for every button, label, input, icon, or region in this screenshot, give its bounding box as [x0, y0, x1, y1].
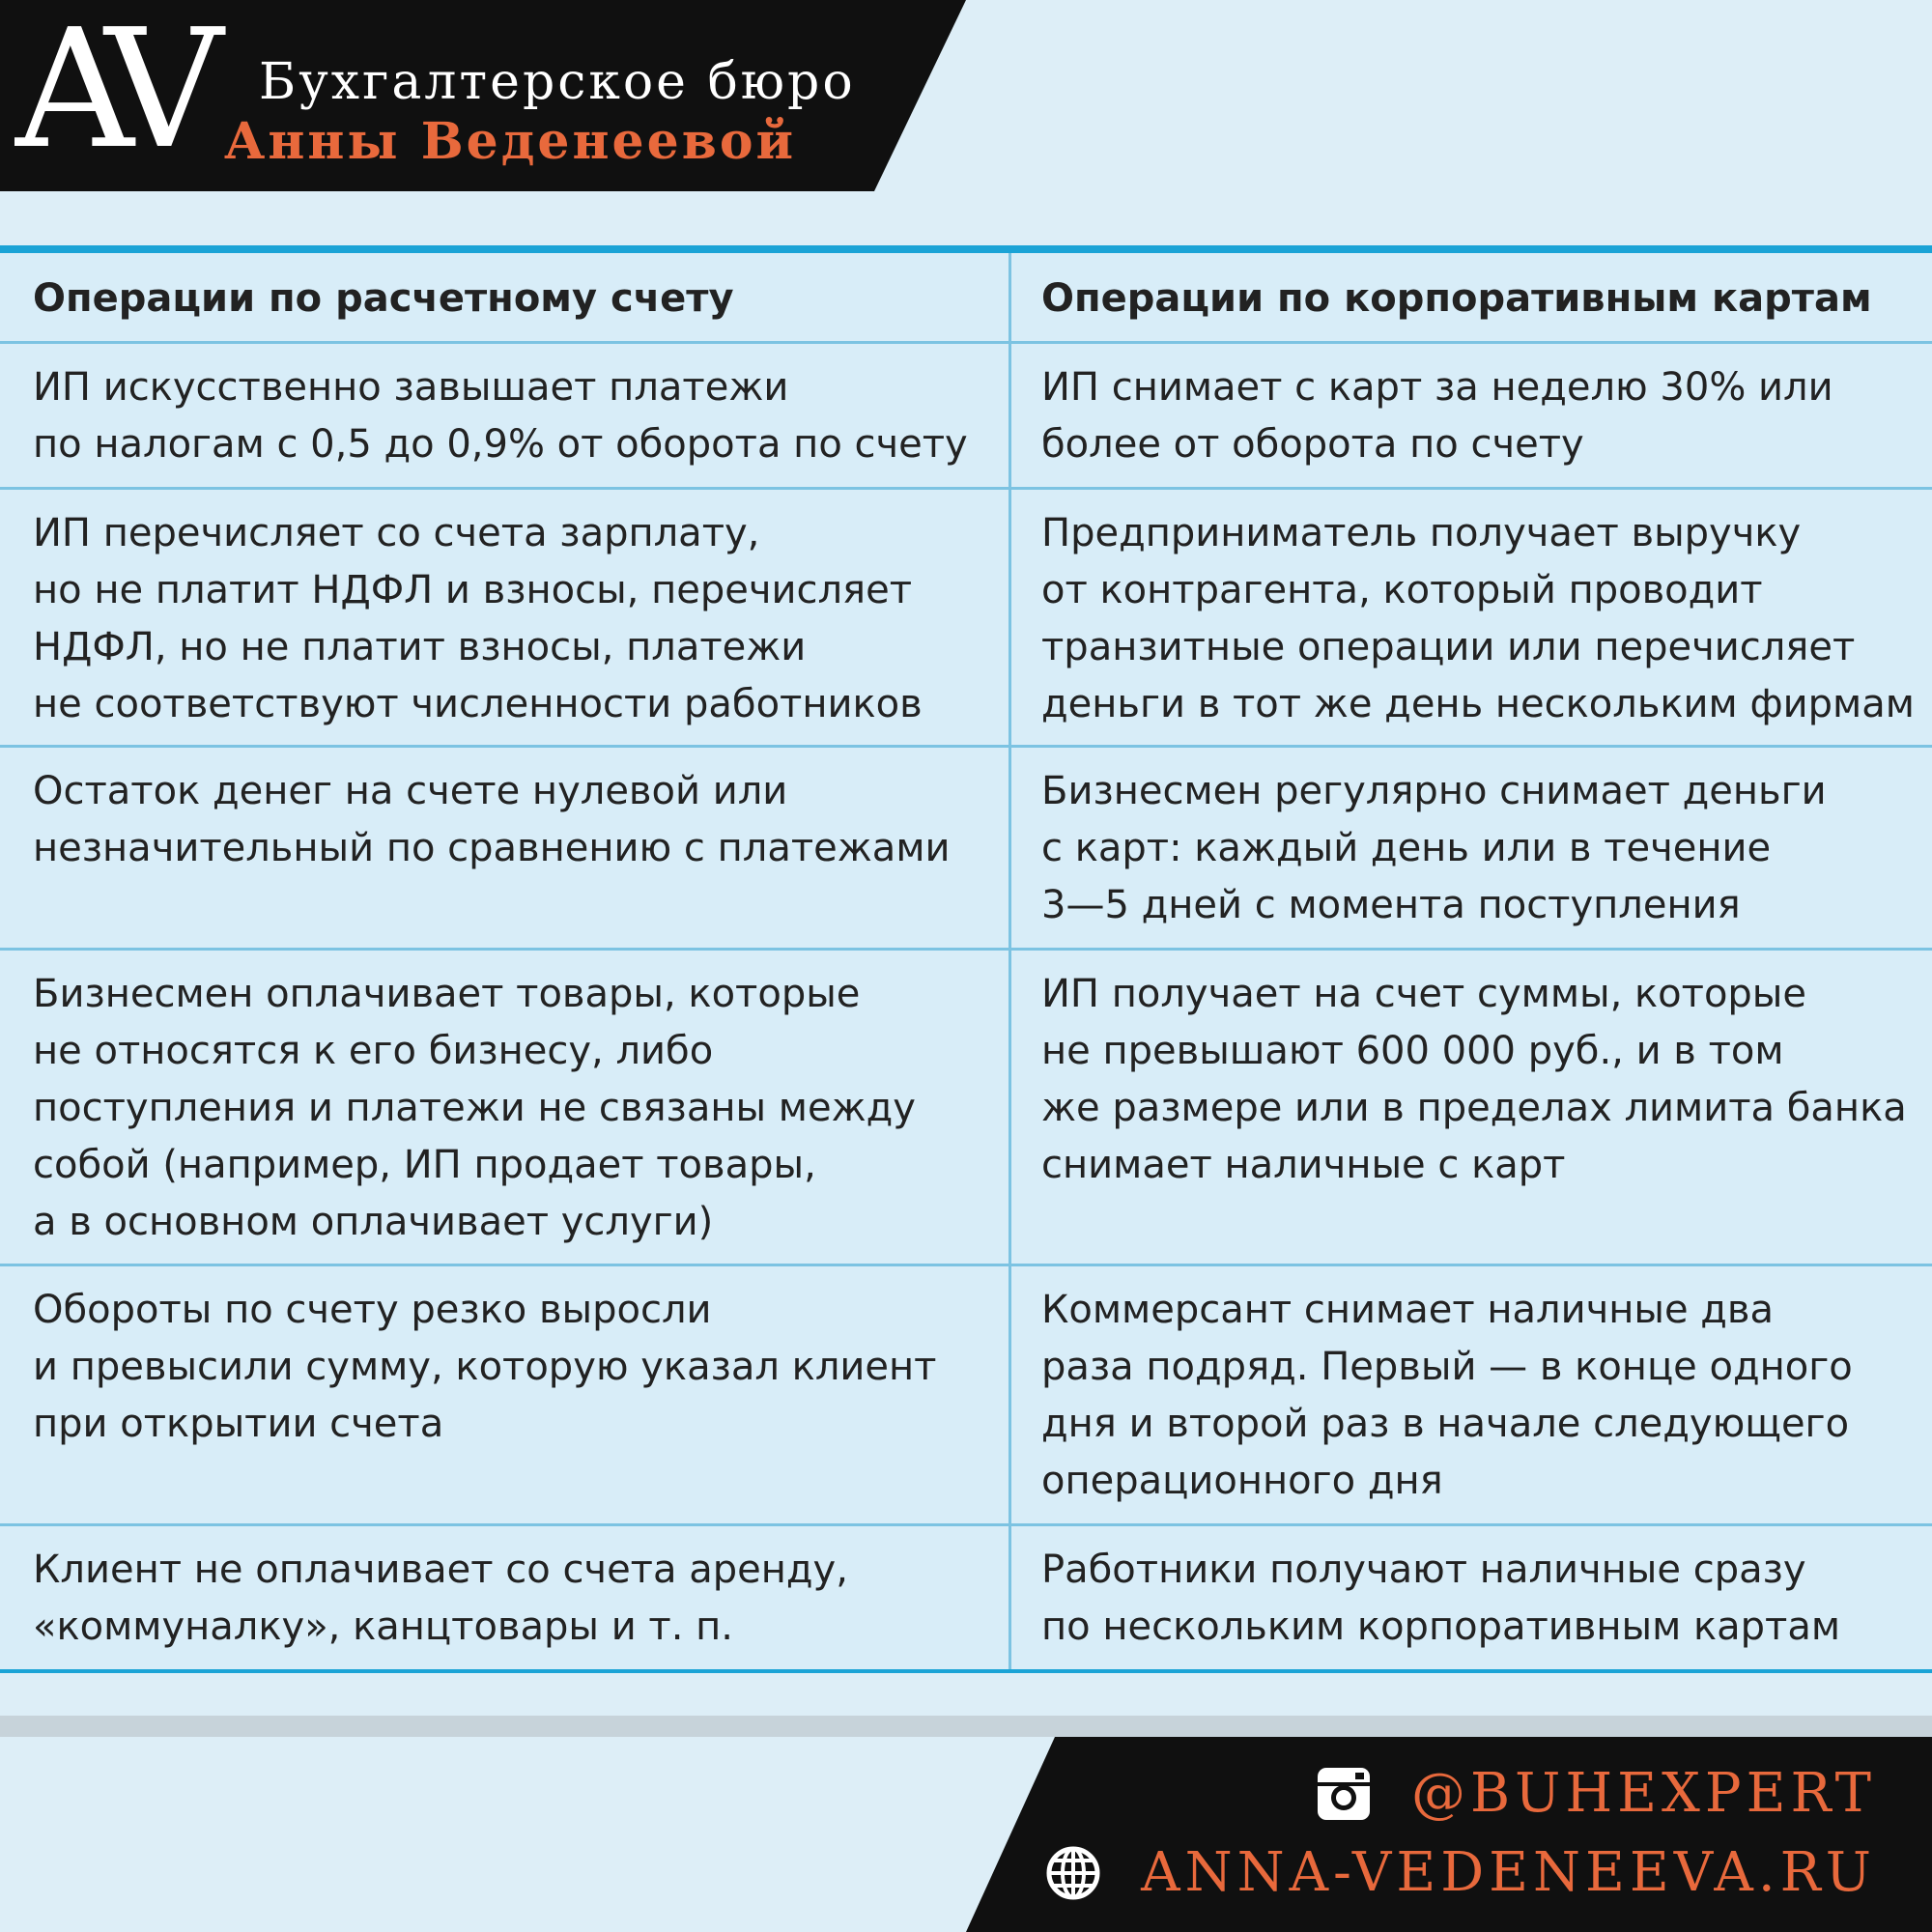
table-row: [0, 1526, 1932, 1669]
header-cards: Операции по корпоративным картам: [1041, 276, 1872, 321]
table-row: [0, 748, 1932, 951]
cell-cards: Предприниматель получает выручку от контрагента, который проводит транзитные операции или перечисляет деньги в тот же день нескольким фирмам: [1041, 511, 1915, 726]
table-row: [0, 490, 1932, 748]
cell-cards: ИП снимает с карт за неделю 30% или более от оборота по счету: [1041, 365, 1833, 467]
instagram-handle: @BUHEXPERT: [1410, 1762, 1876, 1825]
table-row: [0, 951, 1932, 1266]
logo-monogram: AV: [15, 0, 203, 185]
table-row: [0, 344, 1932, 490]
divider-strip: [0, 1716, 1932, 1737]
cell-accounts: Остаток денег на счете нулевой или незначительный по сравнению с платежами: [33, 769, 951, 870]
table-row: [0, 1266, 1932, 1526]
cell-accounts: ИП перечисляет со счета зарплату, но не платит НДФЛ и взносы, перечисляет НДФЛ, но не платит взносы, платежи не соответствуют численности работников: [33, 511, 923, 726]
website-link[interactable]: [1044, 1839, 1876, 1907]
header-accounts: Операции по расчетному счету: [33, 276, 734, 321]
cell-cards: Работники получают наличные сразу по нескольким корпоративным картам: [1041, 1548, 1841, 1649]
table-header-row: [0, 253, 1932, 344]
cell-accounts: ИП искусственно завышает платежи по налогам с 0,5 до 0,9% от оборота по счету: [33, 365, 968, 467]
brand-name-line1: Бухгалтерское бюро: [259, 53, 856, 111]
brand-name-line2: Анны Веденеевой: [224, 112, 797, 171]
globe-icon: [1044, 1844, 1102, 1902]
cell-cards: Коммерсант снимает наличные два раза подряд. Первый — в конце одного дня и второй раз в начале следующего операционного дня: [1041, 1288, 1853, 1503]
cell-accounts: Обороты по счету резко выросли и превысили сумму, которую указал клиент при открытии счета: [33, 1288, 937, 1446]
cell-cards: Бизнесмен регулярно снимает деньги с карт: каждый день или в течение 3—5 дней с момента поступления: [1041, 769, 1827, 927]
comparison-table: [0, 245, 1932, 1673]
instagram-link[interactable]: [1315, 1760, 1876, 1828]
instagram-icon: [1315, 1765, 1373, 1823]
cell-accounts: Бизнесмен оплачивает товары, которые не относятся к его бизнесу, либо поступления и платежи не связаны между собой (например, ИП продает товары, а в основном оплачивает услуги): [33, 972, 916, 1244]
cell-cards: ИП получает на счет суммы, которые не превышают 600 000 руб., и в том же размере или в пределах лимита банка снимает наличные с карт: [1041, 972, 1907, 1187]
website-url: ANNA-VEDENEEVA.RU: [1141, 1841, 1876, 1904]
cell-accounts: Клиент не оплачивает со счета аренду, «коммуналку», канцтовары и т. п.: [33, 1548, 848, 1649]
